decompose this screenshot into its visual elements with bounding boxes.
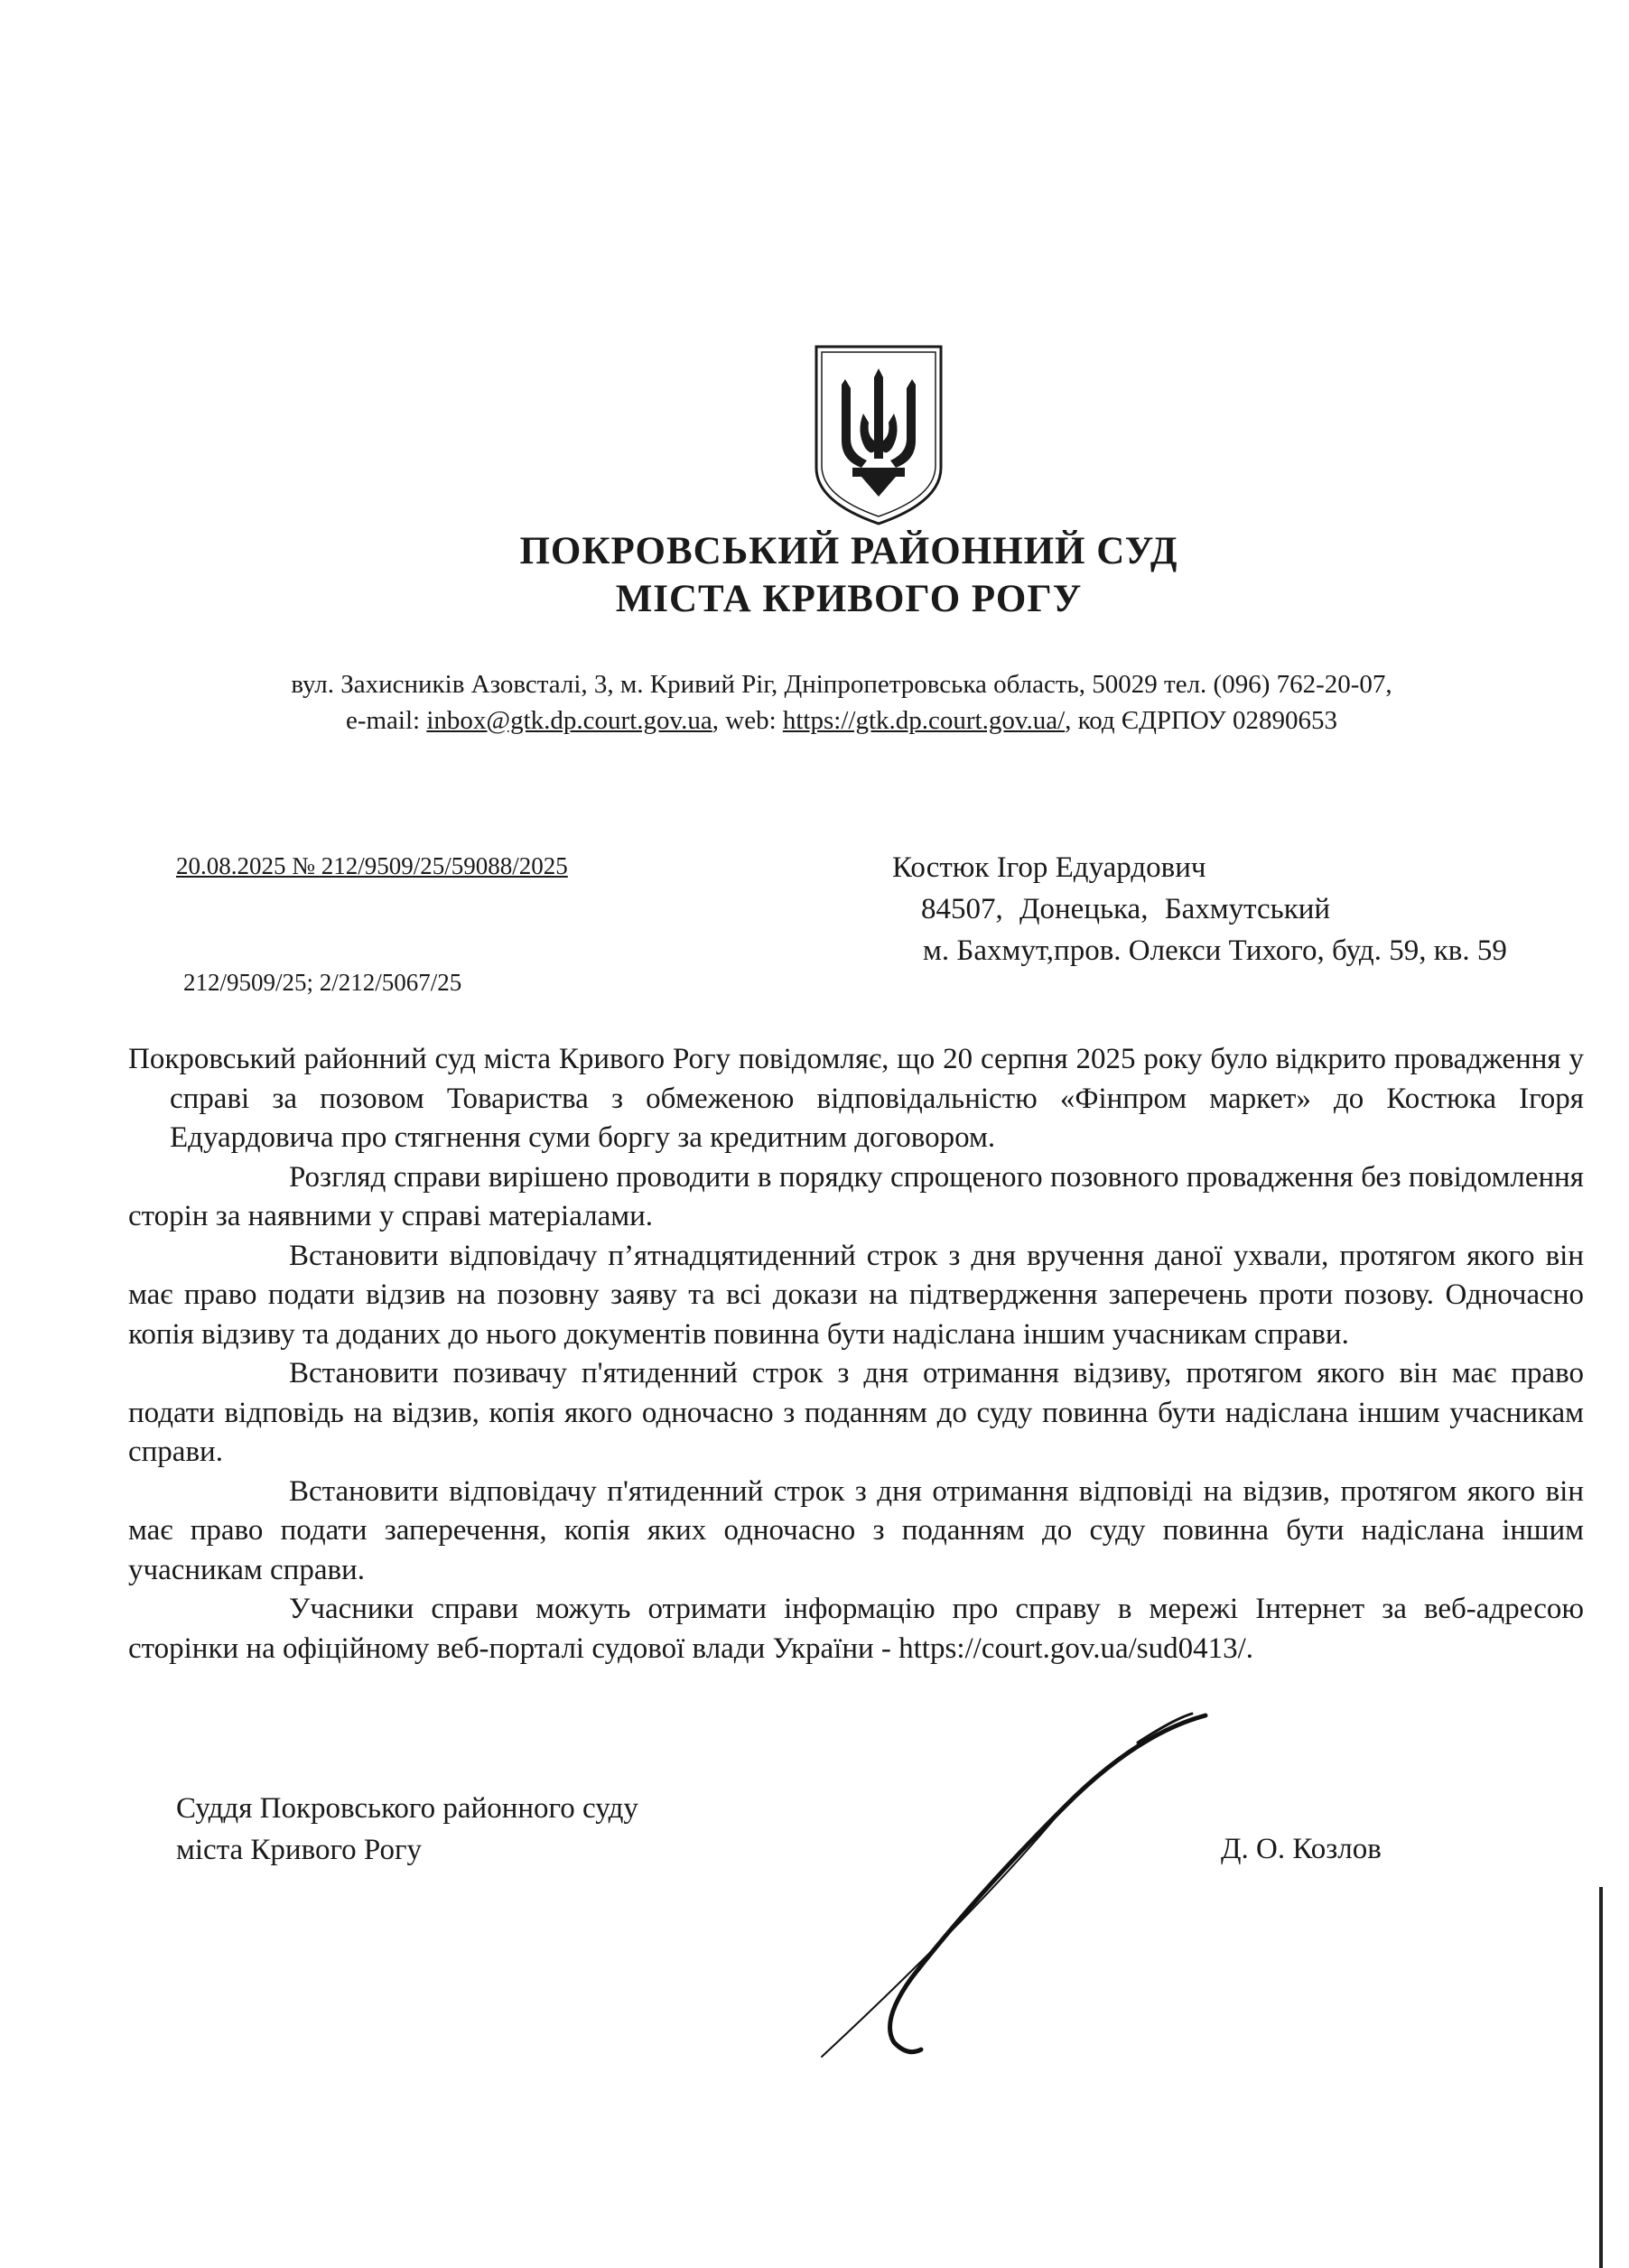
- court-name-line1: ПОКРОВСЬКИЙ РАЙОННИЙ СУД: [519, 530, 1178, 572]
- email-label: e-mail:: [345, 706, 427, 735]
- edrpou-code: , код ЄДРПОУ 02890653: [1065, 706, 1338, 735]
- body-paragraph-6: Учасники справи можуть отримати інформацію про справу в мережі Інтернет за веб-адресою сторінки на офіційному веб-порталі судової влади України - https://court.gov.ua/sud0413/.: [128, 1593, 1584, 1665]
- handwritten-signature: [795, 1706, 1210, 2059]
- body-paragraph-3: Встановити відповідачу п’ятнадцятиденний строк з дня вручення даної ухвали, протягом якого він має право подати відзив на позовну заяву та всі докази на підтвердження заперечень проти позову. Одночасно копія відзиву та доданих до нього документів повинна бути надіслана іншим учасникам справи.: [128, 1239, 1584, 1351]
- letter-body: [128, 1040, 1584, 1668]
- scan-edge-line: [1599, 1887, 1603, 2268]
- body-paragraph-4: Встановити позивачу п'ятиденний строк з дня отримання відзиву, протягом якого він має право подати відповідь на відзив, копія якого одночасно з поданням до суду повинна бути надіслана іншим учасникам справи.: [128, 1357, 1584, 1468]
- court-contacts: [27, 702, 1629, 739]
- body-paragraph-2: Розгляд справи вирішено проводити в порядку спрощеного позовного провадження без повідомлення сторін за наявними у справі матеріалами.: [128, 1160, 1584, 1232]
- web-link[interactable]: https://gtk.dp.court.gov.ua/: [782, 706, 1066, 735]
- trident-icon: [811, 341, 946, 527]
- case-reference: 212/9509/25; 2/212/5067/25: [183, 969, 462, 996]
- recipient-name: Костюк Ігор Едуардович: [892, 851, 1206, 884]
- judge-title-line1: Суддя Покровського районного суду: [176, 1792, 638, 1825]
- web-label: , web:: [712, 706, 783, 735]
- judge-title-line2: міста Кривого Рогу: [176, 1834, 422, 1866]
- outgoing-reference: 20.08.2025 № 212/9509/25/59088/2025: [176, 852, 568, 879]
- recipient-address-line1: 84507, Донецька, Бахмутський: [921, 893, 1331, 925]
- court-address: вул. Захисників Азовсталі, 3, м. Кривий Ріг, Дніпропетровська область, 50029 тел. (096) 762-20-07,: [291, 670, 1392, 699]
- recipient-address-line2: м. Бахмут,пров. Олекси Тихого, буд. 59, кв. 59: [923, 934, 1507, 967]
- court-name-line2: МІСТА КРИВОГО РОГУ: [615, 578, 1083, 620]
- judge-name: Д. О. Козлов: [1221, 1833, 1382, 1865]
- body-paragraph-1: Покровський районний суд міста Кривого Рогу повідомляє, що 20 серпня 2025 року було відкрито провадження у справі за позовом Товариства з обмеженою відповідальністю «Фінпром маркет» до Костюка Ігоря Едуардовича про стягнення суми боргу за кредитним договором.: [128, 1043, 1584, 1154]
- email-link[interactable]: inbox@gtk.dp.court.gov.ua: [426, 706, 712, 735]
- body-paragraph-5: Встановити відповідачу п'ятиденний строк з дня отримання відповіді на відзив, протягом якого він має право подати заперечення, копія яких одночасно з поданням до суду повинна бути надіслана іншим учасникам справи.: [128, 1474, 1584, 1586]
